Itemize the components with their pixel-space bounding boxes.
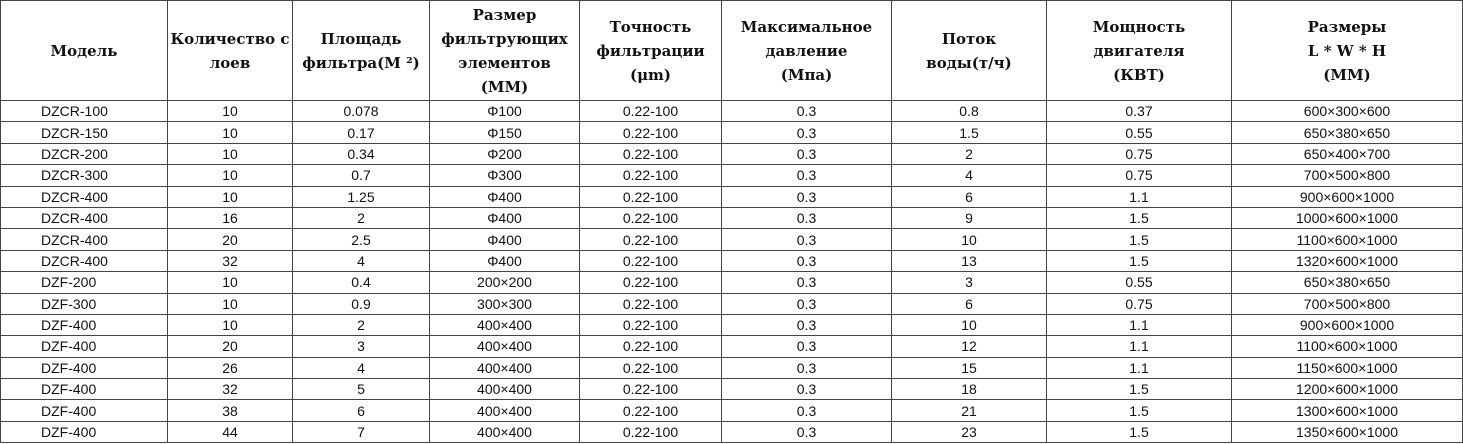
precision-cell: 0.22-100 (580, 101, 722, 122)
precision-cell: 0.22-100 (580, 143, 722, 164)
precision-cell: 0.22-100 (580, 229, 722, 250)
element-size-cell: 400×400 (430, 379, 580, 400)
layers-cell: 10 (168, 122, 293, 143)
layers-cell: 38 (168, 400, 293, 421)
filter-area-cell: 2 (293, 207, 430, 228)
table-row (1, 186, 1463, 207)
precision-cell: 0.22-100 (580, 293, 722, 314)
dimensions-cell: 1100×600×1000 (1232, 336, 1463, 357)
max-pressure-cell: 0.3 (722, 421, 892, 442)
model-cell: DZCR-400 (1, 186, 168, 207)
max-pressure-cell: 0.3 (722, 400, 892, 421)
filter-area-cell: 0.4 (293, 272, 430, 293)
max-pressure-cell: 0.3 (722, 122, 892, 143)
element-size-cell: 400×400 (430, 400, 580, 421)
layers-cell: 20 (168, 229, 293, 250)
water-flow-cell: 12 (892, 336, 1047, 357)
max-pressure-cell: 0.3 (722, 314, 892, 335)
max-pressure-cell: 0.3 (722, 101, 892, 122)
water-flow-cell: 18 (892, 379, 1047, 400)
header-filter-area: Площадь фильтра(М ²) (293, 1, 430, 101)
precision-cell: 0.22-100 (580, 379, 722, 400)
motor-power-cell: 0.75 (1047, 293, 1232, 314)
dimensions-cell: 650×380×650 (1232, 122, 1463, 143)
model-cell: DZF-400 (1, 421, 168, 442)
motor-power-cell: 1.5 (1047, 250, 1232, 271)
motor-power-cell: 1.5 (1047, 421, 1232, 442)
precision-cell: 0.22-100 (580, 207, 722, 228)
element-size-cell: Φ400 (430, 186, 580, 207)
model-cell: DZCR-400 (1, 207, 168, 228)
precision-cell: 0.22-100 (580, 250, 722, 271)
max-pressure-cell: 0.3 (722, 272, 892, 293)
table-body (1, 101, 1463, 443)
model-cell: DZF-400 (1, 400, 168, 421)
table-row (1, 122, 1463, 143)
element-size-cell: Φ150 (430, 122, 580, 143)
filter-area-cell: 3 (293, 336, 430, 357)
model-cell: DZCR-200 (1, 143, 168, 164)
water-flow-cell: 15 (892, 357, 1047, 378)
motor-power-cell: 1.1 (1047, 314, 1232, 335)
precision-cell: 0.22-100 (580, 272, 722, 293)
water-flow-cell: 6 (892, 186, 1047, 207)
dimensions-cell: 700×500×800 (1232, 165, 1463, 186)
element-size-cell: Φ400 (430, 229, 580, 250)
max-pressure-cell: 0.3 (722, 229, 892, 250)
table-row (1, 314, 1463, 335)
precision-cell: 0.22-100 (580, 314, 722, 335)
dimensions-cell: 650×400×700 (1232, 143, 1463, 164)
water-flow-cell: 3 (892, 272, 1047, 293)
table-row (1, 400, 1463, 421)
precision-cell: 0.22-100 (580, 357, 722, 378)
table-row (1, 379, 1463, 400)
precision-cell: 0.22-100 (580, 165, 722, 186)
max-pressure-cell: 0.3 (722, 379, 892, 400)
water-flow-cell: 1.5 (892, 122, 1047, 143)
max-pressure-cell: 0.3 (722, 143, 892, 164)
motor-power-cell: 0.75 (1047, 143, 1232, 164)
dimensions-cell: 1150×600×1000 (1232, 357, 1463, 378)
dimensions-cell: 650×380×650 (1232, 272, 1463, 293)
element-size-cell: Φ400 (430, 207, 580, 228)
dimensions-cell: 1000×600×1000 (1232, 207, 1463, 228)
precision-cell: 0.22-100 (580, 421, 722, 442)
motor-power-cell: 1.5 (1047, 207, 1232, 228)
header-water-flow: Поток воды(т/ч) (892, 1, 1047, 101)
water-flow-cell: 0.8 (892, 101, 1047, 122)
layers-cell: 10 (168, 272, 293, 293)
filter-area-cell: 4 (293, 357, 430, 378)
max-pressure-cell: 0.3 (722, 186, 892, 207)
header-dimensions: Размеры L * W * H (ММ) (1232, 1, 1463, 101)
motor-power-cell: 1.1 (1047, 336, 1232, 357)
water-flow-cell: 9 (892, 207, 1047, 228)
water-flow-cell: 10 (892, 229, 1047, 250)
motor-power-cell: 1.5 (1047, 379, 1232, 400)
model-cell: DZF-300 (1, 293, 168, 314)
table-row (1, 101, 1463, 122)
layers-cell: 26 (168, 357, 293, 378)
max-pressure-cell: 0.3 (722, 357, 892, 378)
dimensions-cell: 1100×600×1000 (1232, 229, 1463, 250)
table-row (1, 272, 1463, 293)
motor-power-cell: 0.55 (1047, 272, 1232, 293)
filter-area-cell: 0.9 (293, 293, 430, 314)
layers-cell: 32 (168, 379, 293, 400)
element-size-cell: 400×400 (430, 357, 580, 378)
header-motor-power: Мощность двигателя (КВТ) (1047, 1, 1232, 101)
filter-area-cell: 2 (293, 314, 430, 335)
layers-cell: 10 (168, 101, 293, 122)
layers-cell: 44 (168, 421, 293, 442)
table-row (1, 293, 1463, 314)
layers-cell: 10 (168, 143, 293, 164)
table-row (1, 336, 1463, 357)
element-size-cell: Φ400 (430, 250, 580, 271)
table-row (1, 229, 1463, 250)
header-layers: Количество с лоев (168, 1, 293, 101)
motor-power-cell: 0.37 (1047, 101, 1232, 122)
motor-power-cell: 0.75 (1047, 165, 1232, 186)
motor-power-cell: 0.55 (1047, 122, 1232, 143)
max-pressure-cell: 0.3 (722, 250, 892, 271)
dimensions-cell: 900×600×1000 (1232, 314, 1463, 335)
model-cell: DZF-400 (1, 314, 168, 335)
water-flow-cell: 23 (892, 421, 1047, 442)
max-pressure-cell: 0.3 (722, 336, 892, 357)
layers-cell: 10 (168, 293, 293, 314)
table-row (1, 165, 1463, 186)
header-precision: Точность фильтрации (μm) (580, 1, 722, 101)
header-element-size: Размер фильтрующих элементов (ММ) (430, 1, 580, 101)
model-cell: DZCR-400 (1, 250, 168, 271)
filter-area-cell: 4 (293, 250, 430, 271)
water-flow-cell: 2 (892, 143, 1047, 164)
element-size-cell: 400×400 (430, 421, 580, 442)
motor-power-cell: 1.5 (1047, 400, 1232, 421)
layers-cell: 10 (168, 186, 293, 207)
max-pressure-cell: 0.3 (722, 165, 892, 186)
model-cell: DZF-400 (1, 379, 168, 400)
table-row (1, 143, 1463, 164)
header-row (1, 1, 1463, 101)
model-cell: DZCR-100 (1, 101, 168, 122)
dimensions-cell: 600×300×600 (1232, 101, 1463, 122)
model-cell: DZCR-300 (1, 165, 168, 186)
layers-cell: 10 (168, 165, 293, 186)
dimensions-cell: 700×500×800 (1232, 293, 1463, 314)
filter-area-cell: 2.5 (293, 229, 430, 250)
motor-power-cell: 1.1 (1047, 357, 1232, 378)
dimensions-cell: 1300×600×1000 (1232, 400, 1463, 421)
filter-area-cell: 0.7 (293, 165, 430, 186)
motor-power-cell: 1.1 (1047, 186, 1232, 207)
table-header (1, 1, 1463, 101)
layers-cell: 16 (168, 207, 293, 228)
element-size-cell: 300×300 (430, 293, 580, 314)
table-row (1, 250, 1463, 271)
water-flow-cell: 10 (892, 314, 1047, 335)
header-model: Модель (1, 1, 168, 101)
element-size-cell: 400×400 (430, 314, 580, 335)
water-flow-cell: 4 (892, 165, 1047, 186)
filter-area-cell: 7 (293, 421, 430, 442)
precision-cell: 0.22-100 (580, 122, 722, 143)
filter-area-cell: 6 (293, 400, 430, 421)
water-flow-cell: 13 (892, 250, 1047, 271)
table-row (1, 207, 1463, 228)
model-cell: DZF-400 (1, 357, 168, 378)
dimensions-cell: 900×600×1000 (1232, 186, 1463, 207)
precision-cell: 0.22-100 (580, 336, 722, 357)
element-size-cell: Φ100 (430, 101, 580, 122)
element-size-cell: Φ200 (430, 143, 580, 164)
layers-cell: 20 (168, 336, 293, 357)
model-cell: DZF-200 (1, 272, 168, 293)
filter-area-cell: 0.078 (293, 101, 430, 122)
filter-area-cell: 5 (293, 379, 430, 400)
model-cell: DZCR-150 (1, 122, 168, 143)
precision-cell: 0.22-100 (580, 186, 722, 207)
element-size-cell: Φ300 (430, 165, 580, 186)
dimensions-cell: 1200×600×1000 (1232, 379, 1463, 400)
table-row (1, 357, 1463, 378)
max-pressure-cell: 0.3 (722, 207, 892, 228)
motor-power-cell: 1.5 (1047, 229, 1232, 250)
water-flow-cell: 6 (892, 293, 1047, 314)
filter-area-cell: 0.34 (293, 143, 430, 164)
layers-cell: 10 (168, 314, 293, 335)
filter-area-cell: 1.25 (293, 186, 430, 207)
max-pressure-cell: 0.3 (722, 293, 892, 314)
water-flow-cell: 21 (892, 400, 1047, 421)
dimensions-cell: 1350×600×1000 (1232, 421, 1463, 442)
element-size-cell: 200×200 (430, 272, 580, 293)
table-row (1, 421, 1463, 442)
dimensions-cell: 1320×600×1000 (1232, 250, 1463, 271)
header-max-pressure: Максимальное давление (Мпа) (722, 1, 892, 101)
layers-cell: 32 (168, 250, 293, 271)
element-size-cell: 400×400 (430, 336, 580, 357)
precision-cell: 0.22-100 (580, 400, 722, 421)
model-cell: DZCR-400 (1, 229, 168, 250)
model-cell: DZF-400 (1, 336, 168, 357)
filter-area-cell: 0.17 (293, 122, 430, 143)
